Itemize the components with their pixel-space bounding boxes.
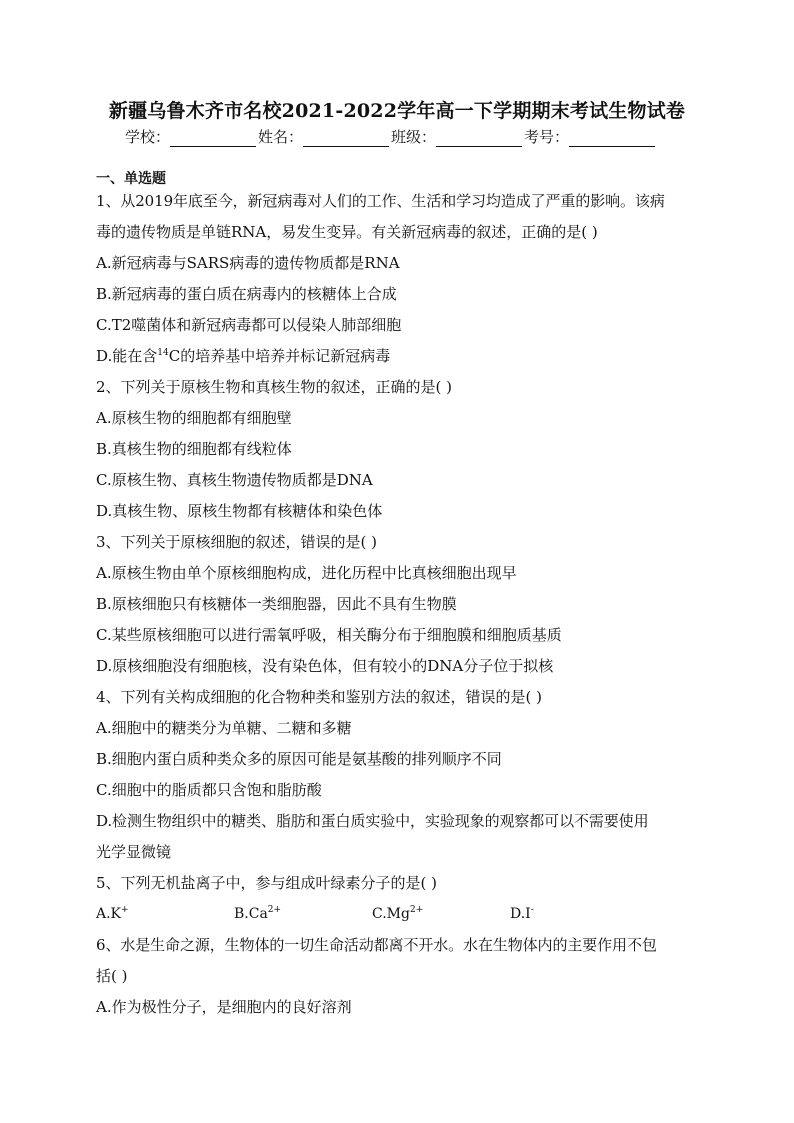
- q5-option-a-charge: +: [121, 905, 129, 915]
- q4-option-c: C.细胞中的脂质都只含饱和脂肪酸: [96, 781, 322, 799]
- q2-option-b: B.真核生物的细胞都有线粒体: [96, 440, 292, 458]
- exam-number-field: [524, 126, 657, 147]
- class-label: 班级：: [391, 128, 437, 146]
- q1-option-d-post: C的培养基中培养并标记新冠病毒: [168, 347, 391, 365]
- q5-option-a: [96, 899, 234, 930]
- q6-stem-line2: 括( ): [96, 967, 128, 985]
- q4-stem: 4、下列有关构成细胞的化合物种类和鉴别方法的叙述，错误的是( ): [96, 688, 543, 706]
- q1-option-d-superscript: 14: [157, 348, 169, 358]
- school-label: 学校：: [125, 128, 171, 146]
- q6-option-a: A.作为极性分子，是细胞内的良好溶剂: [96, 998, 352, 1016]
- q1-option-c: C.T2噬菌体和新冠病毒都可以侵染人肺部细胞: [96, 316, 402, 334]
- q5-option-b: [234, 899, 372, 930]
- name-field: [258, 126, 391, 147]
- q1-stem-line1: 1、从2019年底至今，新冠病毒对人们的工作、生活和学习均造成了严重的影响。该病: [96, 192, 665, 210]
- q5-option-d-text: D.I: [510, 906, 531, 922]
- q5-option-c-charge: 2+: [409, 905, 424, 915]
- q4-option-a: A.细胞中的糖类分为单糖、二糖和多糖: [96, 719, 352, 737]
- q5-stem: 5、下列无机盐离子中，参与组成叶绿素分子的是( ): [96, 874, 438, 892]
- q5-option-b-text: B.Ca: [234, 906, 268, 922]
- q1-option-a: A.新冠病毒与SARS病毒的遗传物质都是RNA: [96, 254, 400, 272]
- school-field: [125, 126, 258, 147]
- section-title: 一、单选题: [96, 171, 166, 187]
- school-blank: [170, 130, 256, 147]
- q1-option-d: [96, 341, 706, 372]
- class-field: [391, 126, 524, 147]
- questions-body: [96, 186, 706, 1023]
- student-info-row: [125, 126, 657, 147]
- q3-option-b: B.原核细胞只有核糖体一类细胞器，因此不具有生物膜: [96, 595, 457, 613]
- name-label: 姓名：: [258, 128, 304, 146]
- q4-option-b: B.细胞内蛋白质种类众多的原因可能是氨基酸的排列顺序不同: [96, 750, 502, 768]
- q3-option-c: C.某些原核细胞可以进行需氧呼吸，相关酶分布于细胞膜和细胞质基质: [96, 626, 562, 644]
- q1-option-b: B.新冠病毒的蛋白质在病毒内的核糖体上合成: [96, 285, 397, 303]
- q5-option-c: [372, 899, 510, 930]
- q5-option-d-charge: -: [530, 905, 534, 915]
- q5-option-a-text: A.K: [96, 906, 122, 922]
- q3-option-a: A.原核生物由单个原核细胞构成，进化历程中比真核细胞出现早: [96, 564, 517, 582]
- q2-option-d: D.真核生物、原核生物都有核糖体和染色体: [96, 502, 383, 520]
- q3-stem: 3、下列关于原核细胞的叙述，错误的是( ): [96, 533, 378, 551]
- name-blank: [303, 130, 389, 147]
- q5-option-d: [510, 899, 648, 930]
- q5-option-c-text: C.Mg: [372, 906, 410, 922]
- q4-option-d-line2: 光学显微镜: [96, 843, 172, 861]
- q6-stem-line1: 6、水是生命之源，生物体的一切生命活动都离不开水。水在生物体内的主要作用不包: [96, 936, 657, 954]
- class-blank: [436, 130, 522, 147]
- q1-stem-line2: 毒的遗传物质是单链RNA，易发生变异。有关新冠病毒的叙述，正确的是( ): [96, 223, 598, 241]
- q1-option-d-pre: D.能在含: [96, 347, 158, 365]
- q5-options: [96, 899, 706, 930]
- q2-stem: 2、下列关于原核生物和真核生物的叙述，正确的是( ): [96, 378, 453, 396]
- exam-number-blank: [569, 130, 655, 147]
- page-title: 新疆乌鲁木齐市名校2021-2022学年高一下学期期末考试生物试卷: [108, 100, 686, 122]
- q5-option-b-charge: 2+: [267, 905, 282, 915]
- q4-option-d-line1: D.检测生物组织中的糖类、脂肪和蛋白质实验中，实验现象的观察都可以不需要使用: [96, 812, 649, 830]
- q2-option-c: C.原核生物、真核生物遗传物质都是DNA: [96, 471, 373, 489]
- q2-option-a: A.原核生物的细胞都有细胞壁: [96, 409, 292, 427]
- exam-number-label: 考号：: [524, 128, 570, 146]
- q3-option-d: D.原核细胞没有细胞核，没有染色体，但有较小的DNA分子位于拟核: [96, 657, 554, 675]
